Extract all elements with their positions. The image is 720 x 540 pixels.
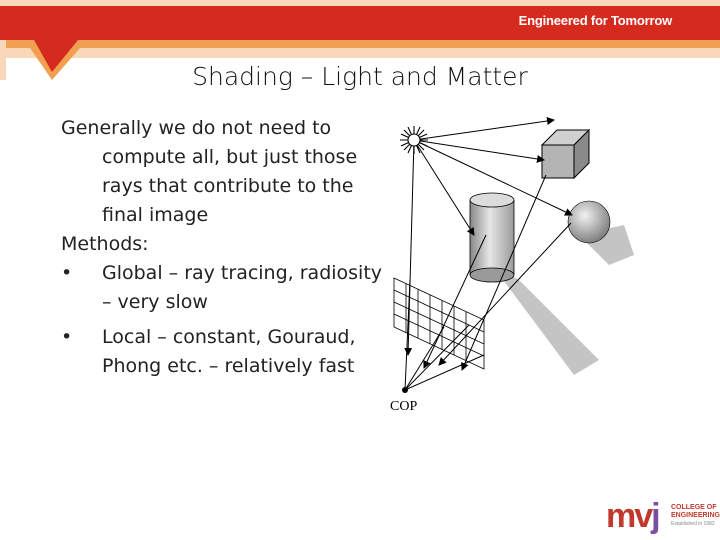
ray-tracing-diagram [384,115,646,425]
logo-line-2: ENGINEERING [671,512,720,519]
header-tagline: Engineered for Tomorrow [518,13,672,28]
methods-label: Methods: [61,233,149,255]
cop-point [402,387,408,393]
slide-title: Shading – Light and Matter [192,62,528,91]
logo-line-3: Established in 1982 [671,521,715,527]
logo-mark [606,496,659,536]
logo-mark-mv: mv [606,497,652,535]
logo-line-1: COLLEGE OF [671,504,717,511]
cylinder-shadow [492,265,599,375]
cop-label: COP [390,399,418,414]
logo-text [671,504,720,528]
bullet-item-global [61,259,391,317]
intro-paragraph: Generally we do not need to compute all, but just those rays that contribute to the final image [61,117,358,226]
light-source-icon [400,126,428,154]
bullet-text: Local – constant, Gouraud, Phong etc. – relatively fast [102,326,356,377]
slide-body [61,114,391,381]
bullet-marker: • [61,326,73,348]
sphere-icon [568,201,610,243]
bullet-marker: • [61,262,73,284]
logo-mark-j: j [651,497,659,535]
cube-icon [542,130,589,178]
bullet-item-local [61,323,391,381]
college-logo [606,496,718,536]
bullet-text: Global – ray tracing, radiosity – very slow [102,262,383,313]
cylinder-icon [470,193,514,282]
